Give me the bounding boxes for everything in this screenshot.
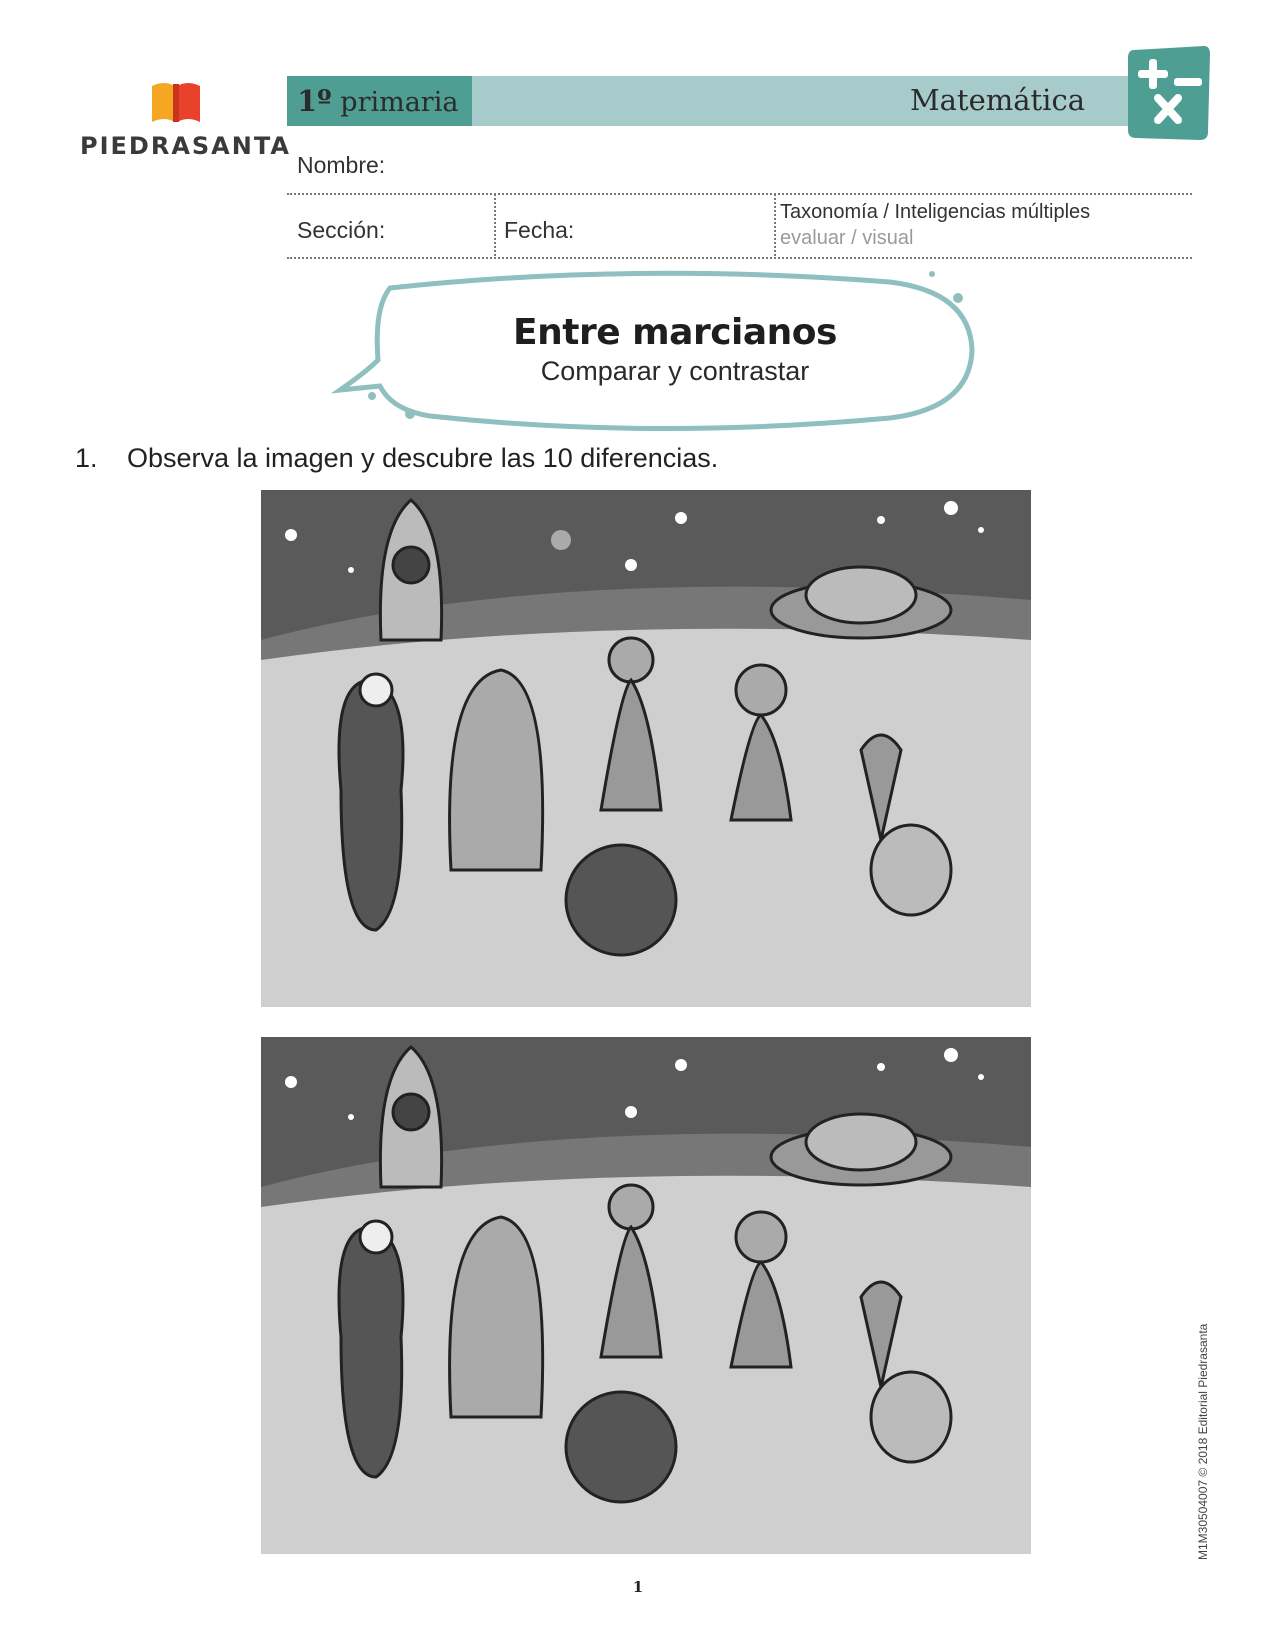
activity-subtitle: Comparar y contrastar	[540, 356, 810, 386]
aliens-illustration-icon	[261, 1037, 1031, 1554]
question-number: 1.	[75, 443, 98, 473]
aliens-scene-modified	[261, 1037, 1031, 1554]
subject-title: Matemática	[909, 83, 1085, 117]
date-label: Fecha:	[504, 217, 575, 243]
grade-label	[297, 84, 458, 118]
form-divider-vertical-2	[774, 194, 776, 256]
aliens-scene-original	[261, 490, 1031, 1007]
taxonomy-value: evaluar / visual	[780, 227, 914, 249]
form-divider-vertical-1	[494, 194, 496, 256]
piedrasanta-logo-icon	[150, 78, 202, 124]
plus-minus-times-icon	[1124, 44, 1210, 144]
name-label: Nombre:	[297, 152, 386, 178]
section-label: Sección:	[297, 217, 386, 243]
form-divider-top	[287, 193, 1192, 195]
page-number: 1	[632, 1578, 644, 1596]
grade-number: 1º	[297, 84, 332, 118]
publisher-name: PIEDRASANTA	[80, 132, 291, 160]
question-text: Observa la imagen y descubre las 10 diferencias.	[127, 443, 719, 473]
code-copyright: M1M30504007 © 2018 Editorial Piedrasanta	[1196, 1323, 1210, 1560]
aliens-illustration-icon	[261, 490, 1031, 1007]
form-divider-bottom	[287, 257, 1192, 259]
taxonomy-label: Taxonomía / Inteligencias múltiples	[780, 201, 1091, 223]
activity-title: Entre marcianos	[513, 312, 837, 353]
grade-text: primaria	[340, 87, 459, 118]
